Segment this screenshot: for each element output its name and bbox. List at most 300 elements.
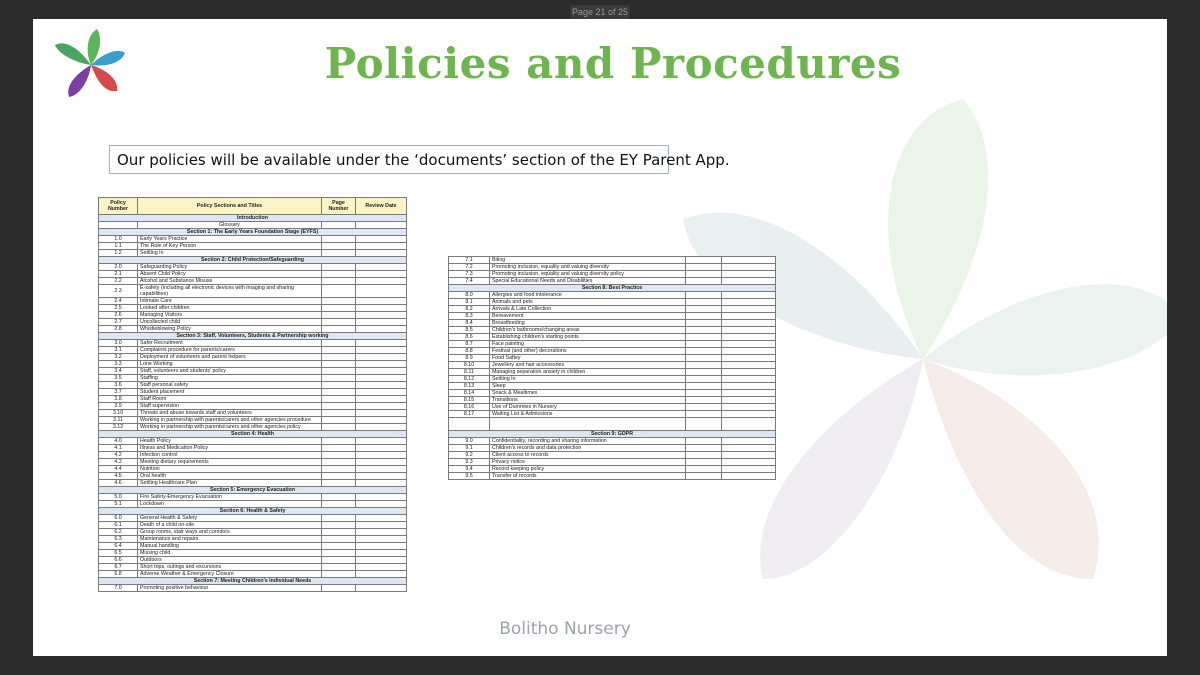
page-number-cell <box>322 452 356 459</box>
policy-title-cell: Staff Room <box>138 396 322 403</box>
table-row <box>99 340 407 347</box>
policy-number-cell: 7.0 <box>99 585 138 592</box>
review-date-cell <box>722 438 776 445</box>
policy-title-cell: Complaints procedure for parents/carers <box>138 347 322 354</box>
table-row <box>99 445 407 452</box>
policy-number-cell <box>99 222 138 229</box>
policy-title-cell: Illness and Medication Policy <box>138 445 322 452</box>
policy-title-cell: Record keeping policy <box>490 466 686 473</box>
policy-title-cell: Safeguarding Policy <box>138 264 322 271</box>
blank-row <box>449 418 776 431</box>
review-date-cell <box>722 341 776 348</box>
policy-number-cell: 3.6 <box>99 382 138 389</box>
page-number-cell <box>686 397 722 404</box>
section-header-row <box>99 508 407 515</box>
review-date-cell <box>722 355 776 362</box>
table-row <box>99 522 407 529</box>
section-header-row <box>449 431 776 438</box>
policy-title-cell: Festival (and other) decorations <box>490 348 686 355</box>
policy-number-cell: 3.11 <box>99 417 138 424</box>
table-row <box>449 264 776 271</box>
page-number-cell <box>686 369 722 376</box>
review-date-cell <box>722 369 776 376</box>
table-row <box>99 410 407 417</box>
policy-title-cell: Death of a child on-site <box>138 522 322 529</box>
page-number-cell <box>686 452 722 459</box>
policy-number-cell: 4.3 <box>99 459 138 466</box>
policy-number-cell: 8.8 <box>449 348 490 355</box>
section-header-row <box>99 487 407 494</box>
page-number-cell <box>686 292 722 299</box>
policy-number-cell: 9.4 <box>449 466 490 473</box>
page-number-cell <box>686 404 722 411</box>
policy-number-cell: 1.1 <box>99 243 138 250</box>
policy-number-cell: 9.3 <box>449 459 490 466</box>
page-number-cell <box>686 418 722 431</box>
page-number-cell <box>322 473 356 480</box>
policy-title-cell: Transfer of records <box>490 473 686 480</box>
policy-number-cell: 8.17 <box>449 411 490 418</box>
policy-title-cell: Use of Dummies in Nursery <box>490 404 686 411</box>
policy-number-cell: 8.9 <box>449 355 490 362</box>
review-date-cell <box>356 536 407 543</box>
page-number-cell <box>322 536 356 543</box>
page-number-cell <box>322 298 356 305</box>
policy-number-cell: 3.5 <box>99 375 138 382</box>
page-number-cell <box>322 340 356 347</box>
policy-title-cell: Animals and pets <box>490 299 686 306</box>
policy-title-cell: Intimate Care <box>138 298 322 305</box>
policy-title-cell: Waiting List & Admissions <box>490 411 686 418</box>
review-date-cell <box>356 571 407 578</box>
table-row <box>99 571 407 578</box>
policy-number-cell: 8.1 <box>449 299 490 306</box>
policy-number-cell: 8.3 <box>449 313 490 320</box>
table-row <box>99 312 407 319</box>
section-header-row <box>449 285 776 292</box>
policy-number-cell: 3.10 <box>99 410 138 417</box>
policy-number-cell: 2.3 <box>99 285 138 298</box>
policy-number-cell: 2.2 <box>99 278 138 285</box>
header-page-number: Page Number <box>322 198 356 215</box>
page-number-cell <box>686 306 722 313</box>
policy-table-right <box>448 256 776 480</box>
policy-title-cell: Special Educational Needs and Disabilities <box>490 278 686 285</box>
page-indicator: Page 21 of 25 <box>571 7 629 17</box>
review-date-cell <box>356 243 407 250</box>
table-row <box>99 222 407 229</box>
review-date-cell <box>356 585 407 592</box>
page-number-cell <box>686 257 722 264</box>
review-date-cell <box>356 403 407 410</box>
policy-title-cell: Client access to records <box>490 452 686 459</box>
table-row <box>449 257 776 264</box>
policy-number-cell: 8.12 <box>449 376 490 383</box>
table-row <box>449 390 776 397</box>
page-number-cell <box>686 271 722 278</box>
policy-number-cell: 4.0 <box>99 438 138 445</box>
table-row <box>99 438 407 445</box>
policy-number-cell: 4.2 <box>99 452 138 459</box>
table-row <box>99 326 407 333</box>
page-number-cell <box>686 348 722 355</box>
policy-title-cell: Establishing children's starting points <box>490 334 686 341</box>
policy-number-cell: 3.9 <box>99 403 138 410</box>
policy-title-cell: Student placement <box>138 389 322 396</box>
policy-number-cell: 8.7 <box>449 341 490 348</box>
section-header-row <box>99 431 407 438</box>
table-row <box>99 285 407 298</box>
table-row <box>449 473 776 480</box>
table-row <box>99 466 407 473</box>
review-date-cell <box>722 452 776 459</box>
page-number-cell <box>322 515 356 522</box>
page-number-cell <box>322 557 356 564</box>
policy-title-cell: Managing Visitors <box>138 312 322 319</box>
policy-title-cell: Arrivals & Late Collection <box>490 306 686 313</box>
header-policy-number: Policy Number <box>99 198 138 215</box>
policy-title-cell: Allergies and food intolerance <box>490 292 686 299</box>
policy-number-cell <box>449 418 490 431</box>
page-number-cell <box>686 411 722 418</box>
review-date-cell <box>722 390 776 397</box>
page-number-cell <box>322 271 356 278</box>
policy-number-cell: 4.1 <box>99 445 138 452</box>
policy-title-cell: Children's records and data protection <box>490 445 686 452</box>
table-row <box>449 383 776 390</box>
page-number-cell <box>322 264 356 271</box>
review-date-cell <box>356 424 407 431</box>
table-row <box>449 362 776 369</box>
table-row <box>99 564 407 571</box>
page-number-cell <box>322 305 356 312</box>
footer-brand: Bolitho Nursery <box>499 619 631 639</box>
page-number-cell <box>322 312 356 319</box>
policy-title-cell: Missing child <box>138 550 322 557</box>
policy-title-cell: Promoting positive behaviour <box>138 585 322 592</box>
policy-number-cell: 3.12 <box>99 424 138 431</box>
table-row <box>449 320 776 327</box>
policy-title-cell: Food Saftey <box>490 355 686 362</box>
section-title: Section 2: Child Protection/Safeguarding <box>99 257 407 264</box>
policy-title-cell: Settling Healthcare Plan <box>138 480 322 487</box>
review-date-cell <box>356 312 407 319</box>
page-number-cell <box>322 361 356 368</box>
table-row <box>99 585 407 592</box>
policy-title-cell: Privacy notice <box>490 459 686 466</box>
policy-title-cell: Settling In <box>138 250 322 257</box>
policy-title-cell: Nutrition <box>138 466 322 473</box>
slide-title: Policies and Procedures <box>324 39 902 88</box>
page-number-cell <box>686 264 722 271</box>
table-row <box>99 319 407 326</box>
review-date-cell <box>722 278 776 285</box>
page-number-cell <box>322 243 356 250</box>
review-date-cell <box>722 264 776 271</box>
review-date-cell <box>722 257 776 264</box>
table-row <box>99 298 407 305</box>
page-number-cell <box>686 313 722 320</box>
section-header-row <box>99 257 407 264</box>
page-number-cell <box>322 459 356 466</box>
section-title: Section 4: Health <box>99 431 407 438</box>
review-date-cell <box>356 389 407 396</box>
policy-title-cell: General Health & Safety <box>138 515 322 522</box>
policy-title-cell: Face painting <box>490 341 686 348</box>
table-row <box>99 305 407 312</box>
review-date-cell <box>356 264 407 271</box>
review-date-cell <box>356 410 407 417</box>
page-number-cell <box>322 585 356 592</box>
page-number-cell <box>322 222 356 229</box>
policy-number-cell: 6.0 <box>99 515 138 522</box>
review-date-cell <box>356 340 407 347</box>
table-row <box>99 389 407 396</box>
review-date-cell <box>356 375 407 382</box>
table-row <box>449 369 776 376</box>
notice-box: Our policies will be available under the ‘documents’ section of the EY Parent App. <box>109 145 669 174</box>
review-date-cell <box>356 501 407 508</box>
page-number-cell <box>322 368 356 375</box>
review-date-cell <box>356 305 407 312</box>
policy-title-cell: Biting <box>490 257 686 264</box>
table-row <box>99 543 407 550</box>
policy-number-cell: 2.6 <box>99 312 138 319</box>
section-title: Section 3: Staff, Volunteers, Students & Partnership working <box>99 333 407 340</box>
policy-table-left <box>98 197 407 592</box>
review-date-cell <box>722 466 776 473</box>
policy-number-cell: 1.2 <box>99 250 138 257</box>
policy-title-cell: Glossary <box>138 222 322 229</box>
section-header-row <box>99 333 407 340</box>
policy-number-cell: 6.4 <box>99 543 138 550</box>
policy-title-cell: Lone Working <box>138 361 322 368</box>
review-date-cell <box>356 298 407 305</box>
policy-title-cell: Infection control <box>138 452 322 459</box>
policy-title-cell: Managing separation anxiety in children <box>490 369 686 376</box>
review-date-cell <box>722 271 776 278</box>
table-row <box>99 236 407 243</box>
policy-number-cell: 2.4 <box>99 298 138 305</box>
policy-title-cell: Lockdown <box>138 501 322 508</box>
page-number-cell <box>322 389 356 396</box>
review-date-cell <box>722 313 776 320</box>
review-date-cell <box>722 334 776 341</box>
review-date-cell <box>356 347 407 354</box>
policy-number-cell: 8.11 <box>449 369 490 376</box>
policy-number-cell: 3.8 <box>99 396 138 403</box>
table-row <box>99 250 407 257</box>
table-row <box>449 348 776 355</box>
section-title: Introduction <box>99 215 407 222</box>
table-row <box>449 466 776 473</box>
policy-title-cell: Group rooms, stair ways and corridors <box>138 529 322 536</box>
section-title: Section 8: Best Practice <box>449 285 776 292</box>
policy-number-cell: 3.0 <box>99 340 138 347</box>
table-row <box>99 501 407 508</box>
policy-title-cell: Outdoors <box>138 557 322 564</box>
section-header-row <box>99 215 407 222</box>
policy-title-cell: Working in partnership with parents/carers and other agencies procedure <box>138 417 322 424</box>
policy-number-cell: 7.4 <box>449 278 490 285</box>
review-date-cell <box>356 382 407 389</box>
section-title: Section 7: Meeting Children's Individual Needs <box>99 578 407 585</box>
review-date-cell <box>356 278 407 285</box>
review-date-cell <box>356 522 407 529</box>
page-number-cell <box>322 319 356 326</box>
policy-number-cell: 7.3 <box>449 271 490 278</box>
page-number-cell <box>322 403 356 410</box>
review-date-cell <box>722 320 776 327</box>
review-date-cell <box>356 466 407 473</box>
policy-title-cell: Manual handling <box>138 543 322 550</box>
table-row <box>449 313 776 320</box>
review-date-cell <box>356 473 407 480</box>
table-row <box>449 459 776 466</box>
table-row <box>449 376 776 383</box>
review-date-cell <box>356 550 407 557</box>
table-row <box>449 299 776 306</box>
page-number-cell <box>322 375 356 382</box>
policy-number-cell: 7.2 <box>449 264 490 271</box>
review-date-cell <box>722 459 776 466</box>
table-row <box>449 292 776 299</box>
table-row <box>449 341 776 348</box>
policy-number-cell: 9.0 <box>449 438 490 445</box>
table-row <box>99 417 407 424</box>
review-date-cell <box>356 557 407 564</box>
page-number-cell <box>322 285 356 298</box>
page-number-cell <box>686 445 722 452</box>
page-number-cell <box>686 362 722 369</box>
review-date-cell <box>722 411 776 418</box>
table-row <box>449 278 776 285</box>
policy-number-cell: 6.1 <box>99 522 138 529</box>
policy-number-cell: 6.2 <box>99 529 138 536</box>
page-number-cell <box>686 466 722 473</box>
review-date-cell <box>356 480 407 487</box>
table-row <box>449 327 776 334</box>
section-header-row <box>99 229 407 236</box>
policy-title-cell: Staff personal safety <box>138 382 322 389</box>
review-date-cell <box>356 417 407 424</box>
section-title: Section 9: GDPR <box>449 431 776 438</box>
review-date-cell <box>722 348 776 355</box>
page-number-cell <box>322 278 356 285</box>
review-date-cell <box>356 236 407 243</box>
page-number-cell <box>322 494 356 501</box>
policy-title-cell: Uncollected child <box>138 319 322 326</box>
page-number-cell <box>322 445 356 452</box>
policy-title-cell: Confidentiality, recording and sharing information <box>490 438 686 445</box>
page-number-cell <box>322 522 356 529</box>
policy-title-cell: Staffing <box>138 375 322 382</box>
table-row <box>99 424 407 431</box>
policy-number-cell: 8.4 <box>449 320 490 327</box>
page-number-cell <box>686 327 722 334</box>
page-number-cell <box>322 236 356 243</box>
review-date-cell <box>356 368 407 375</box>
nursery-logo-icon <box>47 25 129 109</box>
table-row <box>449 445 776 452</box>
table-row <box>449 438 776 445</box>
policy-title-cell: Alcohol and Substance Misuse <box>138 278 322 285</box>
policy-title-cell: Health Policy <box>138 438 322 445</box>
policy-number-cell: 3.7 <box>99 389 138 396</box>
page-number-cell <box>686 299 722 306</box>
table-row <box>99 271 407 278</box>
policy-title-cell: Working in partnership with parents/carers and other agencies policy <box>138 424 322 431</box>
policy-title-cell: Promoting inclusion, equality and valuing diversity policy <box>490 271 686 278</box>
review-date-cell <box>722 376 776 383</box>
policy-number-cell: 6.6 <box>99 557 138 564</box>
table-row <box>99 473 407 480</box>
policy-number-cell: 8.6 <box>449 334 490 341</box>
policy-title-cell: Safer Recruitment <box>138 340 322 347</box>
policy-number-cell: 4.5 <box>99 473 138 480</box>
review-date-cell <box>356 564 407 571</box>
policy-number-cell: 8.5 <box>449 327 490 334</box>
table-row <box>99 361 407 368</box>
policy-number-cell: 1.0 <box>99 236 138 243</box>
policy-number-cell: 4.6 <box>99 480 138 487</box>
table-row <box>99 396 407 403</box>
table-row <box>99 382 407 389</box>
review-date-cell <box>722 404 776 411</box>
policy-title-cell: Settling In <box>490 376 686 383</box>
header-review-date: Review Date <box>356 198 407 215</box>
review-date-cell <box>356 445 407 452</box>
policy-number-cell: 2.8 <box>99 326 138 333</box>
policy-number-cell: 2.1 <box>99 271 138 278</box>
table-row <box>449 411 776 418</box>
page-number-cell <box>322 354 356 361</box>
policy-title-cell: Promoting inclusion, equality and valuing diversity <box>490 264 686 271</box>
policy-title-cell: Meeting dietary requirements <box>138 459 322 466</box>
page-number-cell <box>686 341 722 348</box>
policy-number-cell: 8.15 <box>449 397 490 404</box>
policy-title-cell: Fire Safety-Emergency Evacuation <box>138 494 322 501</box>
table-row <box>99 494 407 501</box>
policy-number-cell: 8.14 <box>449 390 490 397</box>
policy-number-cell: 9.5 <box>449 473 490 480</box>
page-number-cell <box>686 473 722 480</box>
review-date-cell <box>722 445 776 452</box>
table-row <box>99 354 407 361</box>
page-number-cell <box>686 383 722 390</box>
table-row <box>99 529 407 536</box>
policy-number-cell: 4.4 <box>99 466 138 473</box>
review-date-cell <box>356 529 407 536</box>
review-date-cell <box>722 327 776 334</box>
page-number-cell <box>686 376 722 383</box>
review-date-cell <box>356 438 407 445</box>
table-row <box>99 368 407 375</box>
policy-title-cell: Transitions <box>490 397 686 404</box>
review-date-cell <box>356 222 407 229</box>
policy-number-cell: 6.5 <box>99 550 138 557</box>
review-date-cell <box>356 285 407 298</box>
page-number-cell <box>322 543 356 550</box>
table-row <box>449 306 776 313</box>
review-date-cell <box>722 383 776 390</box>
policy-title-cell: Whistleblowing Policy <box>138 326 322 333</box>
page-number-cell <box>322 410 356 417</box>
policy-number-cell: 3.3 <box>99 361 138 368</box>
policy-title-cell: Deployment of volunteers and parent helpers <box>138 354 322 361</box>
policy-number-cell: 6.7 <box>99 564 138 571</box>
policy-title-cell: Bereavement <box>490 313 686 320</box>
